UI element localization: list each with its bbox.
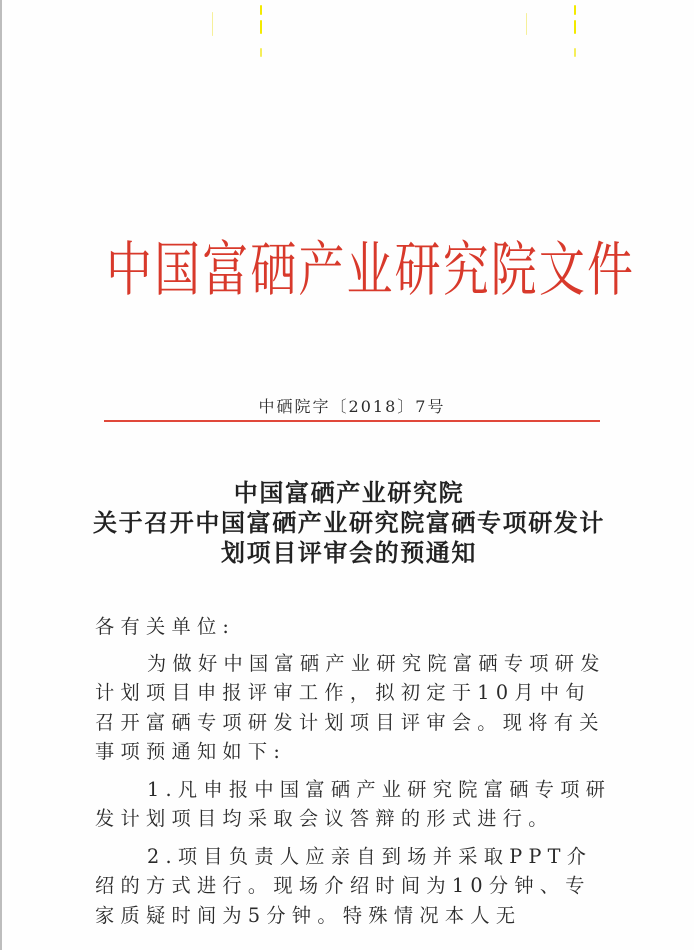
notice-title xyxy=(82,478,616,568)
document-number: 中硒院字〔2018〕7号 xyxy=(258,397,446,416)
notice-body xyxy=(95,612,615,930)
document-header-title: 中国富硒产业研究院文件 xyxy=(106,237,636,303)
binding-mark xyxy=(574,20,576,34)
binding-mark xyxy=(212,12,213,36)
red-divider-line xyxy=(104,420,600,422)
binding-mark xyxy=(574,48,576,57)
notice-title-line-1: 中国富硒产业研究院 xyxy=(233,478,465,507)
salutation: 各有关单位: xyxy=(95,615,236,638)
binding-mark xyxy=(260,20,262,34)
notice-title-line-3: 划项目评审会的预通知 xyxy=(221,538,477,567)
binding-mark xyxy=(260,5,262,15)
intro-paragraph: 为做好中国富硒产业研究院富硒专项研发计划项目申报评审工作，拟初定于10月中旬召开富硒专项研发计划项目评审会。现将有关事项预通知如下: xyxy=(95,651,606,763)
item-2-paragraph: 2.项目负责人应亲自到场并采取PPT介绍的方式进行。现场介绍时间为10分钟、专家质疑时间为5分钟。特殊情况本人无 xyxy=(95,844,593,927)
binding-mark xyxy=(574,5,576,15)
item-1-paragraph: 1.凡申报中国富硒产业研究院富硒专项研发计划项目均采取会议答辩的形式进行。 xyxy=(95,777,612,830)
binding-mark xyxy=(526,13,527,35)
binding-mark xyxy=(260,48,262,57)
notice-title-line-2: 关于召开中国富硒产业研究院富硒专项研发计 xyxy=(93,508,605,537)
